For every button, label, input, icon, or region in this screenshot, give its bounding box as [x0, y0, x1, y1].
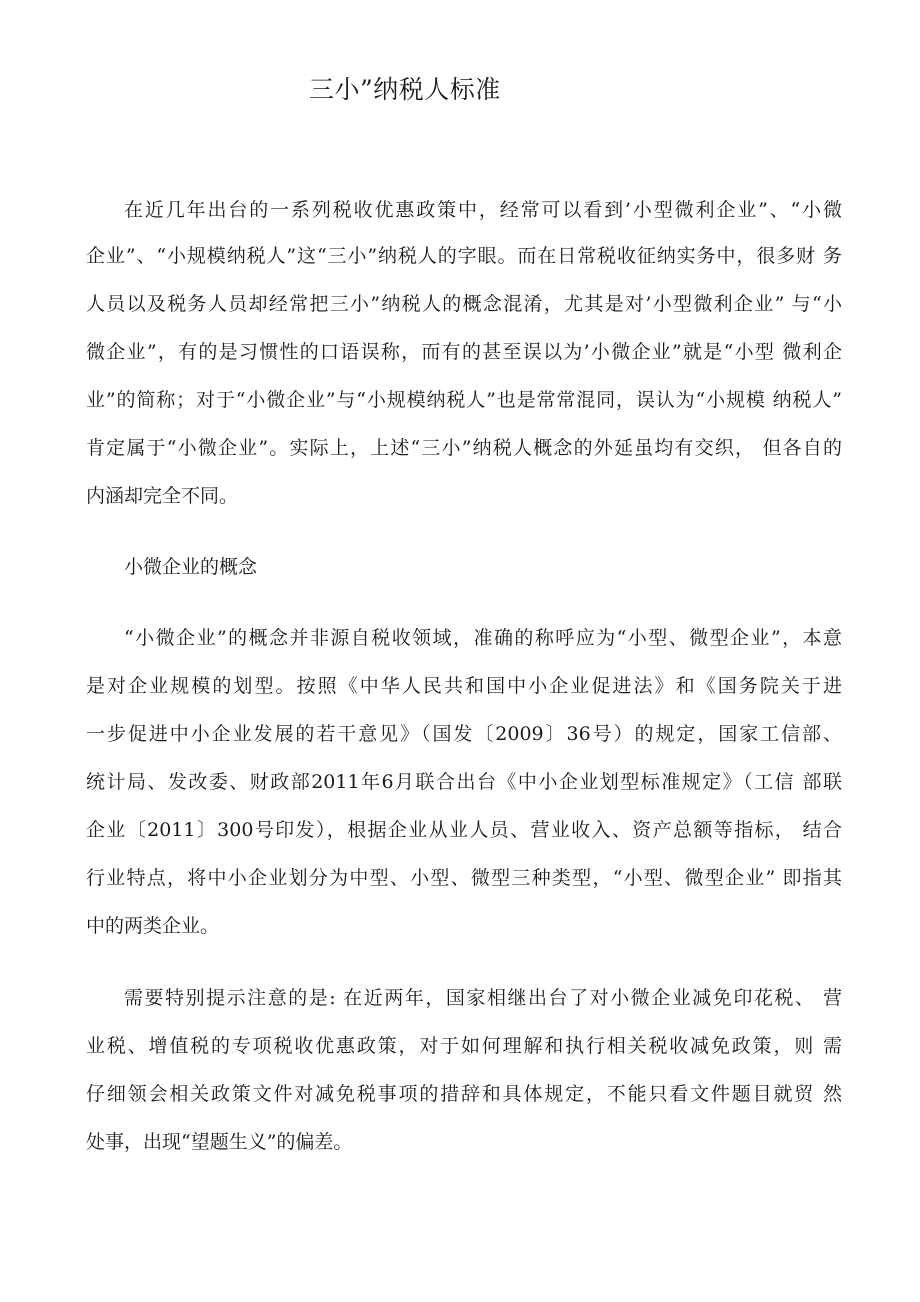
paragraph-1-line: 肯定属于“小微企业”。实际上，上述“三小”纳税人概念的外延虽均有交织， 但各自的	[86, 437, 842, 459]
paragraph-2-line: 中的两类企业。	[86, 915, 220, 937]
paragraph-1-line: 业”的简称；对于“小微企业”与“小规模纳税人”也是常常混同，误认为“小规模 纳税人”	[86, 389, 842, 411]
document-title: 三小”纳税人标准	[309, 75, 501, 104]
paragraph-3-line: 仔细领会相关政策文件对减免税事项的措辞和具体规定，不能只看文件题目就贸 然	[86, 1083, 842, 1105]
paragraph-1-line: 企业”、“小规模纳税人”这“三小”纳税人的字眼。而在日常税收征纳实务中，很多财 务	[86, 245, 842, 267]
paragraph-2-line: 是对企业规模的划型。按照《中华人民共和国中小企业促进法》和《国务院关于进	[86, 675, 842, 697]
paragraph-2-line: “小微企业”的概念并非源自税收领域，准确的称呼应为“小型、微型企业”，本意	[124, 627, 842, 649]
paragraph-2-line: 企业〔2011〕300号印发），根据企业从业人员、营业收入、资产总额等指标， 结合	[86, 819, 842, 841]
section-heading: 小微企业的概念	[124, 556, 258, 578]
paragraph-1-line: 在近几年出台的一系列税收优惠政策中，经常可以看到’小型微利企业”、“小微	[124, 199, 842, 221]
paragraph-2-line: 一步促进中小企业发展的若干意见》（国发〔2009〕36号）的规定，国家工信部、	[86, 723, 842, 745]
paragraph-3-line: 需要特别提示注意的是: 在近两年，国家相继出台了对小微企业减免印花税、 营	[124, 987, 842, 1009]
paragraph-2-line: 统计局、发改委、财政部2011年6月联合出台《中小企业划型标准规定》（工信 部联	[86, 771, 842, 793]
paragraph-3-line: 处事，出现“望题生义”的偏差。	[86, 1131, 353, 1153]
paragraph-1-line: 内涵却完全不同。	[86, 485, 239, 507]
paragraph-1-line: 微企业”，有的是习惯性的口语误称，而有的甚至误以为’小微企业”就是“小型 微利企	[86, 341, 842, 363]
paragraph-3-line: 业税、增值税的专项税收优惠政策，对于如何理解和执行相关税收减免政策，则 需	[86, 1035, 842, 1057]
paragraph-2-line: 行业特点，将中小企业划分为中型、小型、微型三种类型，“小型、微型企业” 即指其	[86, 867, 842, 889]
paragraph-1-line: 人员以及税务人员却经常把三小”纳税人的概念混淆，尤其是对’小型微利企业” 与“小	[86, 293, 842, 315]
